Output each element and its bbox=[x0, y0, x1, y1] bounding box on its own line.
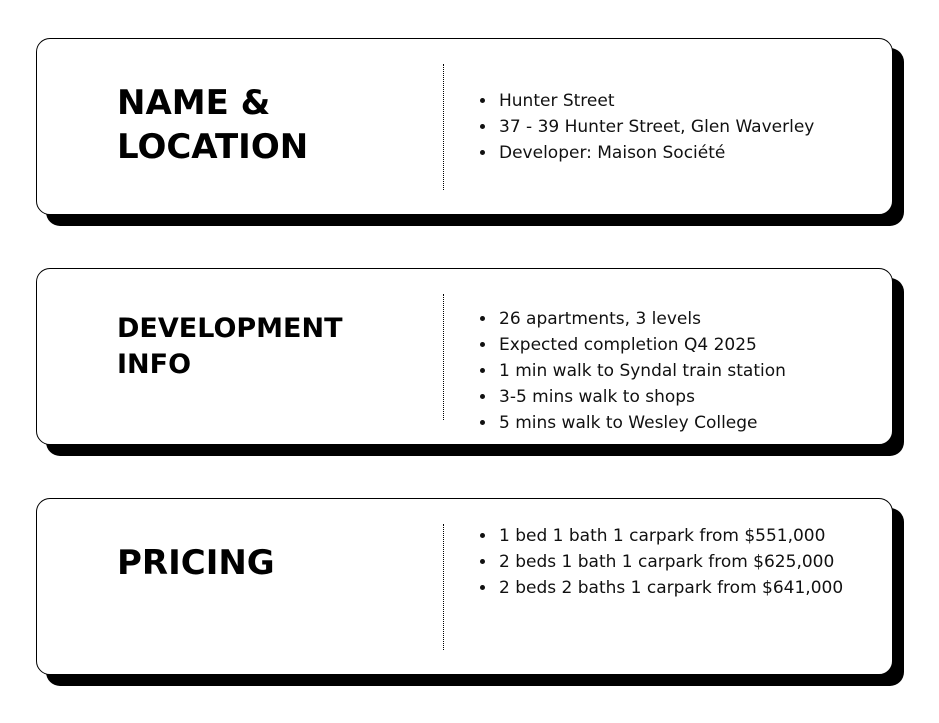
development-info-card bbox=[36, 268, 894, 446]
card-title-line: DEVELOPMENT bbox=[117, 313, 343, 344]
dotted-divider bbox=[443, 294, 444, 420]
details-list bbox=[479, 88, 814, 166]
list-item: • 2 beds 1 bath 1 carpark from $625,000 bbox=[497, 549, 843, 575]
list-item: • 37 - 39 Hunter Street, Glen Waverley bbox=[497, 114, 814, 140]
card-title-line: INFO bbox=[117, 349, 192, 380]
card-title bbox=[117, 541, 417, 585]
list-item: • 2 beds 2 baths 1 carpark from $641,000 bbox=[497, 575, 843, 601]
list-item: • 3-5 mins walk to shops bbox=[497, 384, 786, 410]
name-location-card bbox=[36, 38, 894, 216]
card-title-line: NAME & bbox=[117, 83, 271, 123]
card-title bbox=[117, 311, 417, 383]
list-item: • Expected completion Q4 2025 bbox=[497, 332, 786, 358]
list-item: • 1 bed 1 bath 1 carpark from $551,000 bbox=[497, 523, 843, 549]
list-item: • Hunter Street bbox=[497, 88, 814, 114]
card-body bbox=[36, 38, 893, 215]
list-item: • Developer: Maison Société bbox=[497, 140, 814, 166]
dotted-divider bbox=[443, 64, 444, 190]
card-body bbox=[36, 268, 893, 445]
card-title-line: PRICING bbox=[117, 543, 275, 583]
list-item: • 1 min walk to Syndal train station bbox=[497, 358, 786, 384]
card-title bbox=[117, 81, 417, 169]
details-list bbox=[479, 306, 786, 436]
list-item: • 5 mins walk to Wesley College bbox=[497, 410, 786, 436]
card-body bbox=[36, 498, 893, 675]
details-list bbox=[479, 523, 843, 601]
card-title-line: LOCATION bbox=[117, 127, 309, 167]
pricing-card bbox=[36, 498, 894, 676]
dotted-divider bbox=[443, 524, 444, 650]
list-item: • 26 apartments, 3 levels bbox=[497, 306, 786, 332]
